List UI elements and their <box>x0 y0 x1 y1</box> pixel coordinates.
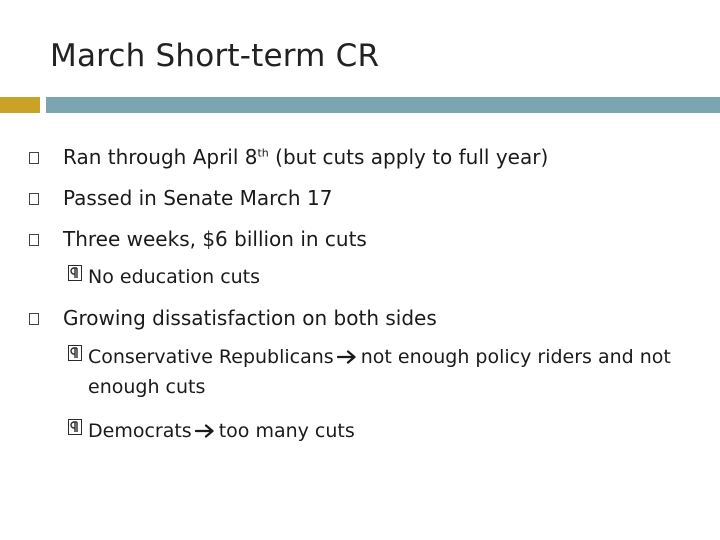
pilcrow-bullet-icon <box>68 419 82 435</box>
sub-bullet-text <box>88 342 708 402</box>
bullet-text: Passed in Senate March 17 <box>63 186 333 210</box>
sub-bullet-text <box>88 416 355 446</box>
sub-bullet-item <box>0 416 720 446</box>
right-arrow-icon <box>195 424 215 438</box>
bullet-text: Growing dissatisfaction on both sides <box>63 306 437 330</box>
bullet-text-part: Ran through April 8 <box>63 145 258 169</box>
pilcrow-bullet-icon <box>68 265 82 281</box>
square-bullet-icon <box>29 193 39 205</box>
bullet-text-part: (but cuts apply to full year) <box>268 145 549 169</box>
bullet-item <box>0 184 720 214</box>
accent-bar-gold <box>0 97 40 113</box>
sub-bullet-item <box>0 342 720 404</box>
bullet-item <box>0 143 720 173</box>
accent-bar-teal <box>46 97 720 113</box>
sub-bullet-text-part: Conservative Republicans <box>88 346 334 368</box>
slide-title: March Short-term CR <box>50 38 380 74</box>
sub-bullet-text-part: too many cuts <box>218 420 355 442</box>
bullet-text: Three weeks, $6 billion in cuts <box>63 227 367 251</box>
bullet-text <box>63 145 548 169</box>
square-bullet-icon <box>29 234 39 246</box>
sub-bullet-text-part: Democrats <box>88 420 192 442</box>
bullet-item <box>0 225 720 255</box>
square-bullet-icon <box>29 313 39 325</box>
superscript-text: th <box>257 146 269 160</box>
square-bullet-icon <box>29 152 39 164</box>
sub-bullet-text: No education cuts <box>88 266 261 288</box>
pilcrow-bullet-icon <box>68 345 82 361</box>
sub-bullet-item <box>0 262 720 292</box>
right-arrow-icon <box>337 350 357 364</box>
sub-bullet-text-part: not enough policy riders and not enough cuts <box>88 346 671 398</box>
bullet-item <box>0 304 720 334</box>
